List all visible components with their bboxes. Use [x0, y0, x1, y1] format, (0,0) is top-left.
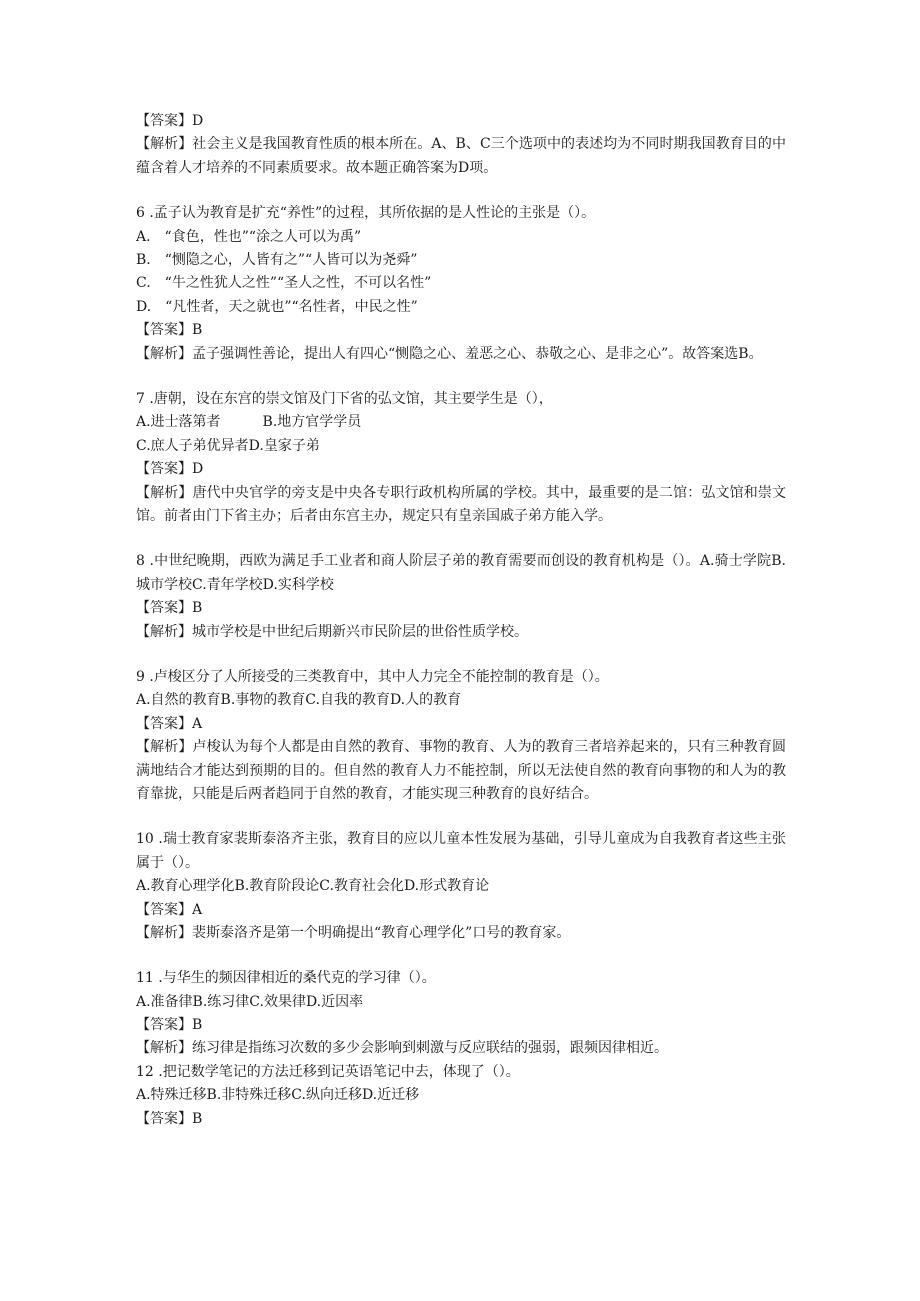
answer-line: 【答案】B [136, 600, 203, 617]
spacer [136, 366, 786, 388]
explanation-paragraph: 【解析】社会主义是我国教育性质的根本所在。A、B、C三个选项中的表述均为不同时期我国教育目的中蕴含着人才培养的不同素质要求。故本题正确答案为D项。 [136, 136, 786, 176]
option-c: C. “牛之性犹人之性”“圣人之性，不可以名性” [136, 275, 432, 292]
options-line: A.特殊迁移B.非特殊迁移C.纵向迁移D.近迁移 [136, 1087, 420, 1104]
option-d: D. “凡性者，天之就也”“名性者，中民之性” [136, 298, 418, 315]
spacer [136, 806, 786, 828]
spacer [136, 644, 786, 666]
answer-line: 【答案】D [136, 461, 204, 478]
question-11: 11 .与华生的频因律相近的桑代克的学习律（）。 [136, 970, 436, 987]
option-b: B. “恻隐之心，人皆有之”“人皆可以为尧舜” [136, 251, 418, 268]
options-line: A.准备律B.练习律C.效果律D.近因率 [136, 993, 364, 1010]
answer-line: 【答案】B [136, 1017, 203, 1034]
explanation-paragraph: 【解析】孟子强调性善论，提出人有四心“恻隐之心、羞恶之心、恭敬之心、是非之心”。故答案选B。 [136, 345, 763, 362]
option-a: A. “食色，性也”“涂之人可以为禹” [136, 228, 362, 245]
options-line: A.进士落第者 B.地方官学学员 [136, 414, 362, 431]
explanation-line: 【解析】裴斯泰洛齐是第一个明确提出“教育心理学化”口号的教育家。 [136, 924, 571, 941]
answer-line: 【答案】A [136, 715, 203, 732]
question-12: 12 .把记数学笔记的方法迁移到记英语笔记中去，体现了（）。 [136, 1063, 520, 1080]
spacer [136, 528, 786, 550]
question-6: 6 .孟子认为教育是扩充“养性”的过程，其所依据的是人性论的主张是（）。 [136, 205, 596, 222]
explanation-paragraph: 【解析】唐代中央官学的旁支是中央各专职行政机构所属的学校。其中，最重要的是二馆：弘文馆和崇文馆。前者由门下省主办；后者由东宫主办，规定只有皇亲国戚子弟方能入学。 [136, 484, 786, 524]
question-9: 9 .卢梭区分了人所接受的三类教育中，其中人力完全不能控制的教育是（）。 [136, 668, 609, 685]
answer-line: 【答案】A [136, 901, 203, 918]
question-8: 8 .中世纪晚期，西欧为满足手工业者和商人阶层子弟的教育需要而创设的教育机构是（）。A.骑士学院B.城市学校C.青年学校D.实科学校 [136, 553, 786, 593]
document-page [136, 110, 786, 1131]
answer-line: 【答案】B [136, 1110, 203, 1127]
explanation-paragraph: 【解析】卢梭认为每个人都是由自然的教育、事物的教育、人为的教育三者培养起来的，只有三种教育圆满地结合才能达到预期的目的。但自然的教育人力不能控制，所以无法使自然的教育向事物的和人为的教育靠拢，只能是后两者趋同于自然的教育，才能实现三种教育的良好结合。 [136, 739, 786, 802]
answer-line: 【答案】D [136, 113, 204, 129]
explanation-line: 【解析】练习律是指练习次数的多少会影响到刺激与反应联结的强弱，跟频因律相近。 [136, 1040, 668, 1057]
spacer [136, 945, 786, 967]
explanation-line: 【解析】城市学校是中世纪后期新兴市民阶层的世俗性质学校。 [136, 623, 528, 640]
options-line: A.自然的教育B.事物的教育C.自我的教育D.人的教育 [136, 692, 462, 709]
spacer [136, 180, 786, 202]
options-line: A.教育心理学化B.教育阶段论C.教育社会化D.形式教育论 [136, 878, 490, 895]
options-line: C.庶人子弟优异者D.皇家子弟 [136, 437, 320, 454]
question-7: 7 .唐朝，设在东宫的崇文馆及门下省的弘文馆，其主要学生是（）， [136, 390, 553, 407]
answer-line: 【答案】B [136, 322, 203, 339]
question-10: 10 .瑞士教育家裴斯泰洛齐主张，教育目的应以儿童本性发展为基础，引导儿童成为自我教育者这些主张属于（）。 [136, 831, 786, 871]
